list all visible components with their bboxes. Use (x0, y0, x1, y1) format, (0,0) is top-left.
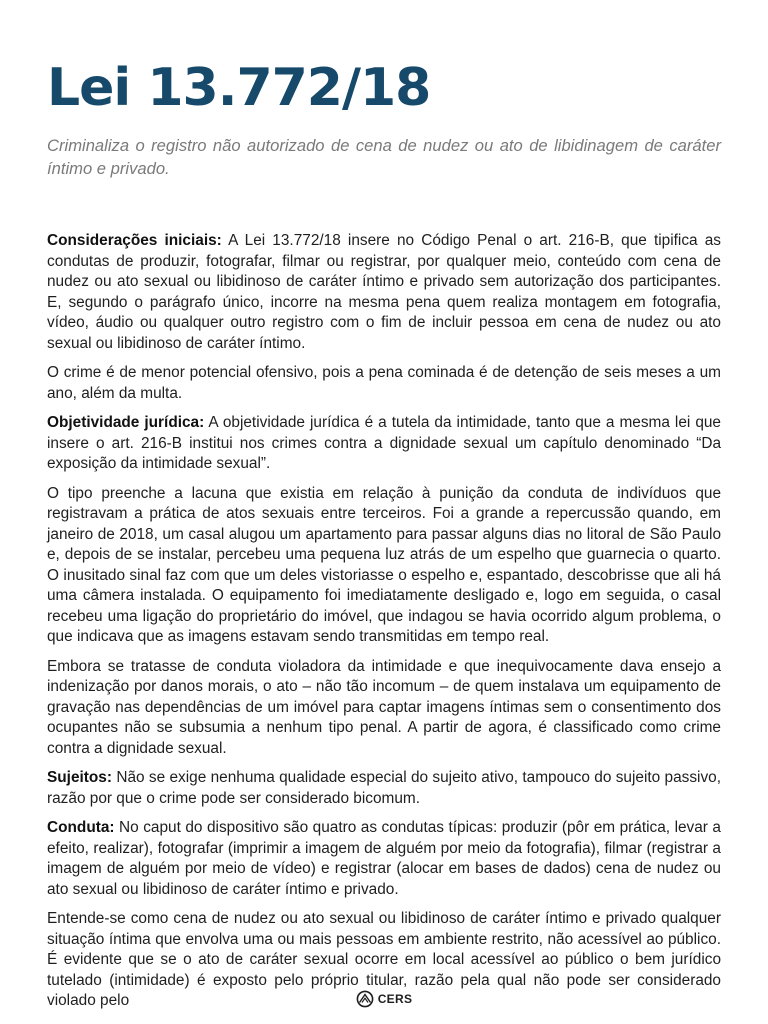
paragraph-sujeitos (47, 768, 721, 809)
paragraph-text: O crime é de menor potencial ofensivo, pois a pena cominada é de detenção de seis meses a um ano, além da multa. (47, 364, 721, 402)
paragraph-lacuna (47, 484, 721, 648)
paragraph-text: Não se exige nenhuma qualidade especial do sujeito ativo, tampouco do sujeito passivo, razão por que o crime pode ser considerado bicomum. (47, 769, 721, 807)
paragraph-text: A objetividade jurídica é a tutela da intimidade, tanto que a mesma lei que insere o art. 216-B institui nos crimes contra a dignidade sexual um capítulo denominado “Da exposição da intimidade sexual”. (47, 414, 721, 472)
paragraph-objetividade-juridica (47, 413, 721, 475)
paragraph-heading: Sujeitos: (47, 769, 112, 786)
paragraph-conduta-violadora (47, 657, 721, 760)
paragraph-heading: Considerações iniciais: (47, 232, 222, 249)
paragraph-heading: Objetividade jurídica: (47, 414, 205, 431)
paragraph-conduta (47, 818, 721, 900)
paragraph-heading: Conduta: (47, 819, 115, 836)
paragraph-text: Embora se tratasse de conduta violadora da intimidade e que inequivocamente dava ensejo a indenização por danos morais, o ato – não tão incomum – de quem instalava um equipamento de gravação nas dependências de um imóvel para captar imagens íntimas sem o consentimento dos ocupantes não se subsumia a nenhum tipo penal. A partir de agora, é classificado como crime contra a dignidade sexual. (47, 657, 721, 757)
footer-brand: CERS (377, 992, 413, 1006)
document-body (47, 231, 721, 1012)
paragraph-text: O tipo preenche a lacuna que existia em relação à punição da conduta de indivíduos que registravam a prática de atos sexuais entre terceiros. Foi a grande a repercussão quando, em janeiro de 2018, um casal alugou um apartamento para passar alguns dias no litoral de São Paulo e, depois de se instalar, percebeu uma pequena luz atrás de um espelho que guarnecia o quarto. O inusitado sinal faz com que um deles vistoriasse o espelho e, espantado, descobrisse que ali há uma câmera instalada. O equipamento foi imediatamente desligado e, logo em seguida, o casal recebeu uma ligação do proprietário do imóvel, que indagou se havia ocorrido algum problema, o que indicava que as imagens estavam sendo transmitidas em tempo real. (47, 484, 721, 645)
paragraph-text: No caput do dispositivo são quatro as condutas típicas: produzir (pôr em prática, levar a efeito, realizar), fotografar (imprimir a imagem de alguém por meio da fotografia), filmar (registrar a imagem de alguém por meio de vídeo) e registrar (alocar em bases de dados) cena de nudez ou ato sexual ou libidinoso de caráter íntimo e privado. (47, 819, 721, 898)
paragraph-menor-potencial (47, 363, 721, 404)
cers-logo-icon (356, 990, 374, 1008)
paragraph-text: A Lei 13.772/18 insere no Código Penal o art. 216-B, que tipifica as condutas de produzir, fotografar, filmar ou registrar, por qualquer meio, conteúdo com cena de nudez ou ato sexual ou libidinoso de caráter íntimo e privado sem autorização dos participantes. E, segundo o parágrafo único, incorre na mesma pena quem realiza montagem em fotografia, vídeo, áudio ou qualquer outro registro com o fim de incluir pessoa em cena de nudez ou ato sexual ou libidinoso de caráter íntimo. (47, 232, 721, 352)
page-footer (0, 990, 768, 1008)
page-subtitle: Criminaliza o registro não autorizado de cena de nudez ou ato de libidinagem de caráter íntimo e privado. (47, 136, 721, 178)
paragraph-text: Entende-se como cena de nudez ou ato sexual ou libidinoso de caráter íntimo e privado qualquer situação íntima que envolva uma ou mais pessoas em ambiente restrito, não acessível ao público. É evidente que se o ato de caráter sexual ocorre em local acessível ao público o bem jurídico tutelado (intimidade) é exposto pelo próprio titular, razão pela qual não pode ser considerado violado pelo (47, 910, 721, 1009)
paragraph-consideracoes-iniciais (47, 231, 721, 354)
page-title: Lei 13.772/18 (47, 58, 431, 118)
